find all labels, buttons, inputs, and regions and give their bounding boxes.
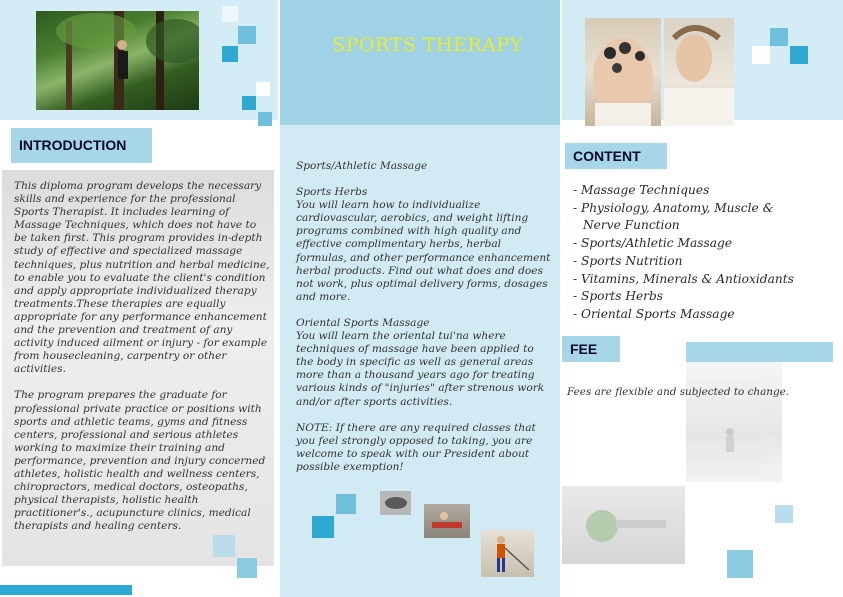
list-item: Nerve Function [583,218,680,233]
decor-square [256,82,270,96]
list-item: - Massage Techniques [573,183,710,197]
content-heading: CONTENT [565,143,667,169]
exercise-photo-1 [380,491,411,515]
face-massage-photo [664,18,734,126]
fee-heading: FEE [562,336,620,362]
fee-text: Fees are flexible and subjected to change. [567,386,790,398]
list-item: - Physiology, Anatomy, Muscle & [573,200,774,215]
list-item: - Sports/Athletic Massage [573,236,733,251]
herbs-section-title: Sports Herbs [296,186,368,199]
decor-square [727,550,753,578]
header-band-middle [280,0,560,125]
list-item: - Sports Herbs [573,289,664,304]
note-text: NOTE: If there are any required classes that you feel strongly opposed to taking, you are welcome to speak with our President about possible exemption! [296,421,536,473]
runner-photo-faded [686,362,782,482]
decor-square [775,505,793,523]
decor-square [336,494,356,514]
list-item: - Sports Nutrition [573,253,683,268]
decor-square [770,28,788,46]
decor-square [222,46,238,62]
list-item: - Oriental Sports Massage [573,306,735,321]
content-list [573,182,833,324]
herbs-section-text: You will learn how to individualize cardiovascular, aerobics, and weight lifting programs combined with high quality and effective complimentary herbs, herbal formulas, and other performance enhancement herbal products. Find out what does and does not work, plus optimal delivery forms, dosages and more. [296,199,551,303]
decor-square [752,46,770,64]
massage-section-title: Sports/Athletic Massage [296,160,428,172]
footer-accent-bar [0,585,132,595]
hot-stone-massage-photo [585,18,661,126]
decor-square [242,96,256,110]
introduction-heading: INTRODUCTION [11,128,152,163]
decor-square [237,558,257,578]
oriental-section-text: You will learn the oriental tui'na where techniques of massage have been applied to the body in specific as well as general areas more than a thousand years ago for treating various kinds of "injuries" after strenous work and/or after sports activities. [296,330,545,408]
forest-climbing-photo [36,11,199,110]
page-title: SPORTS THERAPY [332,34,523,56]
introduction-paragraph-2: The program prepares the graduate for professional private practice or positions with sports and athletic teams, gyms and fitness centers, professional and serious athletes working to maximize their training and performance, prevention and injury concerned athletes, holistic health and wellness centers, chiropractors, medical doctors, osteopaths, physical therapists, holistic health practitioner's., acupuncture clinics, medical therapists and healing centers. [14,389,266,533]
exercise-ball-photo-faded [562,486,685,564]
middle-column-text [296,160,551,487]
decor-square [790,46,808,64]
decor-square [258,112,272,126]
oriental-section-title: Oriental Sports Massage [296,316,430,329]
fee-accent-bar [686,342,833,362]
exercise-photo-3 [481,530,534,577]
decor-square [238,26,256,44]
decor-square [312,516,334,538]
introduction-paragraph-1: This diploma program develops the necessary skills and experience for the professional Sports Therapist. It includes learning of Massage Techniques, which does not have to be taken first. This program provides in-depth study of effective and specialized massage techniques, plus nutrition and herbal medicine, to enable you to evaluate the client's condition and apply appropriate individualized therapy treatments.These therapies are equally appropriate for any performance enhancement and the prevention and treatment of any activity induced ailment or injury - for example from housecleaning, carpentry or other activities. [14,180,270,376]
decor-square [222,6,238,22]
introduction-text [14,180,272,546]
list-item: - Vitamins, Minerals & Antioxidants [573,271,794,286]
decor-square [213,535,235,557]
exercise-photo-2 [424,504,470,538]
